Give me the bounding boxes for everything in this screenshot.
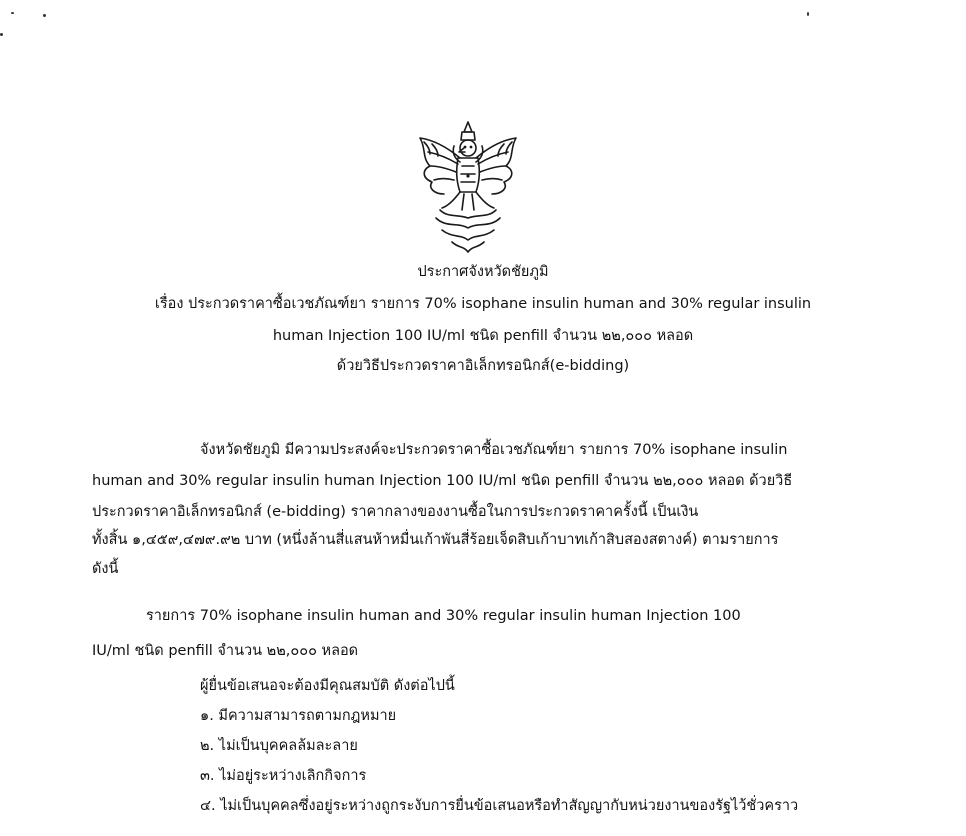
scan-speck <box>0 33 3 36</box>
item-line: รายการ 70% isophane insulin human and 30% regular insulin human Injection 100 <box>146 608 741 624</box>
subject-line-3: ด้วยวิธีประกวดราคาอิเล็กทรอนิกส์(e-bidding) <box>336 358 630 374</box>
scan-speck <box>43 14 46 17</box>
garuda-emblem-icon <box>412 118 524 256</box>
item-line: IU/ml ชนิด penfill จำนวน ๒๒,๐๐๐ หลอด <box>92 643 359 659</box>
scan-speck <box>807 12 809 16</box>
body-para-line: ดังนี้ <box>92 561 119 577</box>
qualification-item: ๑. มีความสามารถตามกฎหมาย <box>200 708 397 724</box>
body-para-line: จังหวัดชัยภูมิ มีความประสงค์จะประกวดราคาซื้อเวชภัณฑ์ยา รายการ 70% isophane insulin <box>200 442 788 458</box>
subject-line-1: เรื่อง ประกวดราคาซื้อเวชภัณฑ์ยา รายการ 70% isophane insulin human and 30% regular insulin <box>154 296 812 312</box>
scan-speck <box>11 12 14 14</box>
announcer-title: ประกาศจังหวัดชัยภูมิ <box>417 264 549 280</box>
body-para-line: ทั้งสิ้น ๑,๔๕๙,๔๗๙.๙๒ บาท (หนึ่งล้านสี่แสนห้าหมื่นเก้าพันสี่ร้อยเจ็ดสิบเก้าบาทเก้าสิบสองสตางค์) ตามรายการ <box>92 532 779 548</box>
qualification-item: ๒. ไม่เป็นบุคคลล้มละลาย <box>200 738 358 754</box>
subject-line-2: human Injection 100 IU/ml ชนิด penfill จำนวน ๒๒,๐๐๐ หลอด <box>272 328 694 344</box>
qualification-item: ๓. ไม่อยู่ระหว่างเลิกกิจการ <box>200 768 367 784</box>
body-para-line: human and 30% regular insulin human Injection 100 IU/ml ชนิด penfill จำนวน ๒๒,๐๐๐ หลอด ด้วยวิธี <box>92 473 793 489</box>
qualifications-heading: ผู้ยื่นข้อเสนอจะต้องมีคุณสมบัติ ดังต่อไปนี้ <box>200 678 455 694</box>
qualification-item: ๔. ไม่เป็นบุคคลซึ่งอยู่ระหว่างถูกระงับการยื่นข้อเสนอหรือทำสัญญากับหน่วยงานของรัฐไว้ชั่วคราว <box>200 798 799 814</box>
body-para-line: ประกวดราคาอิเล็กทรอนิกส์ (e-bidding) ราคากลางของงานซื้อในการประกวดราคาครั้งนี้ เป็นเงิน <box>92 504 699 520</box>
